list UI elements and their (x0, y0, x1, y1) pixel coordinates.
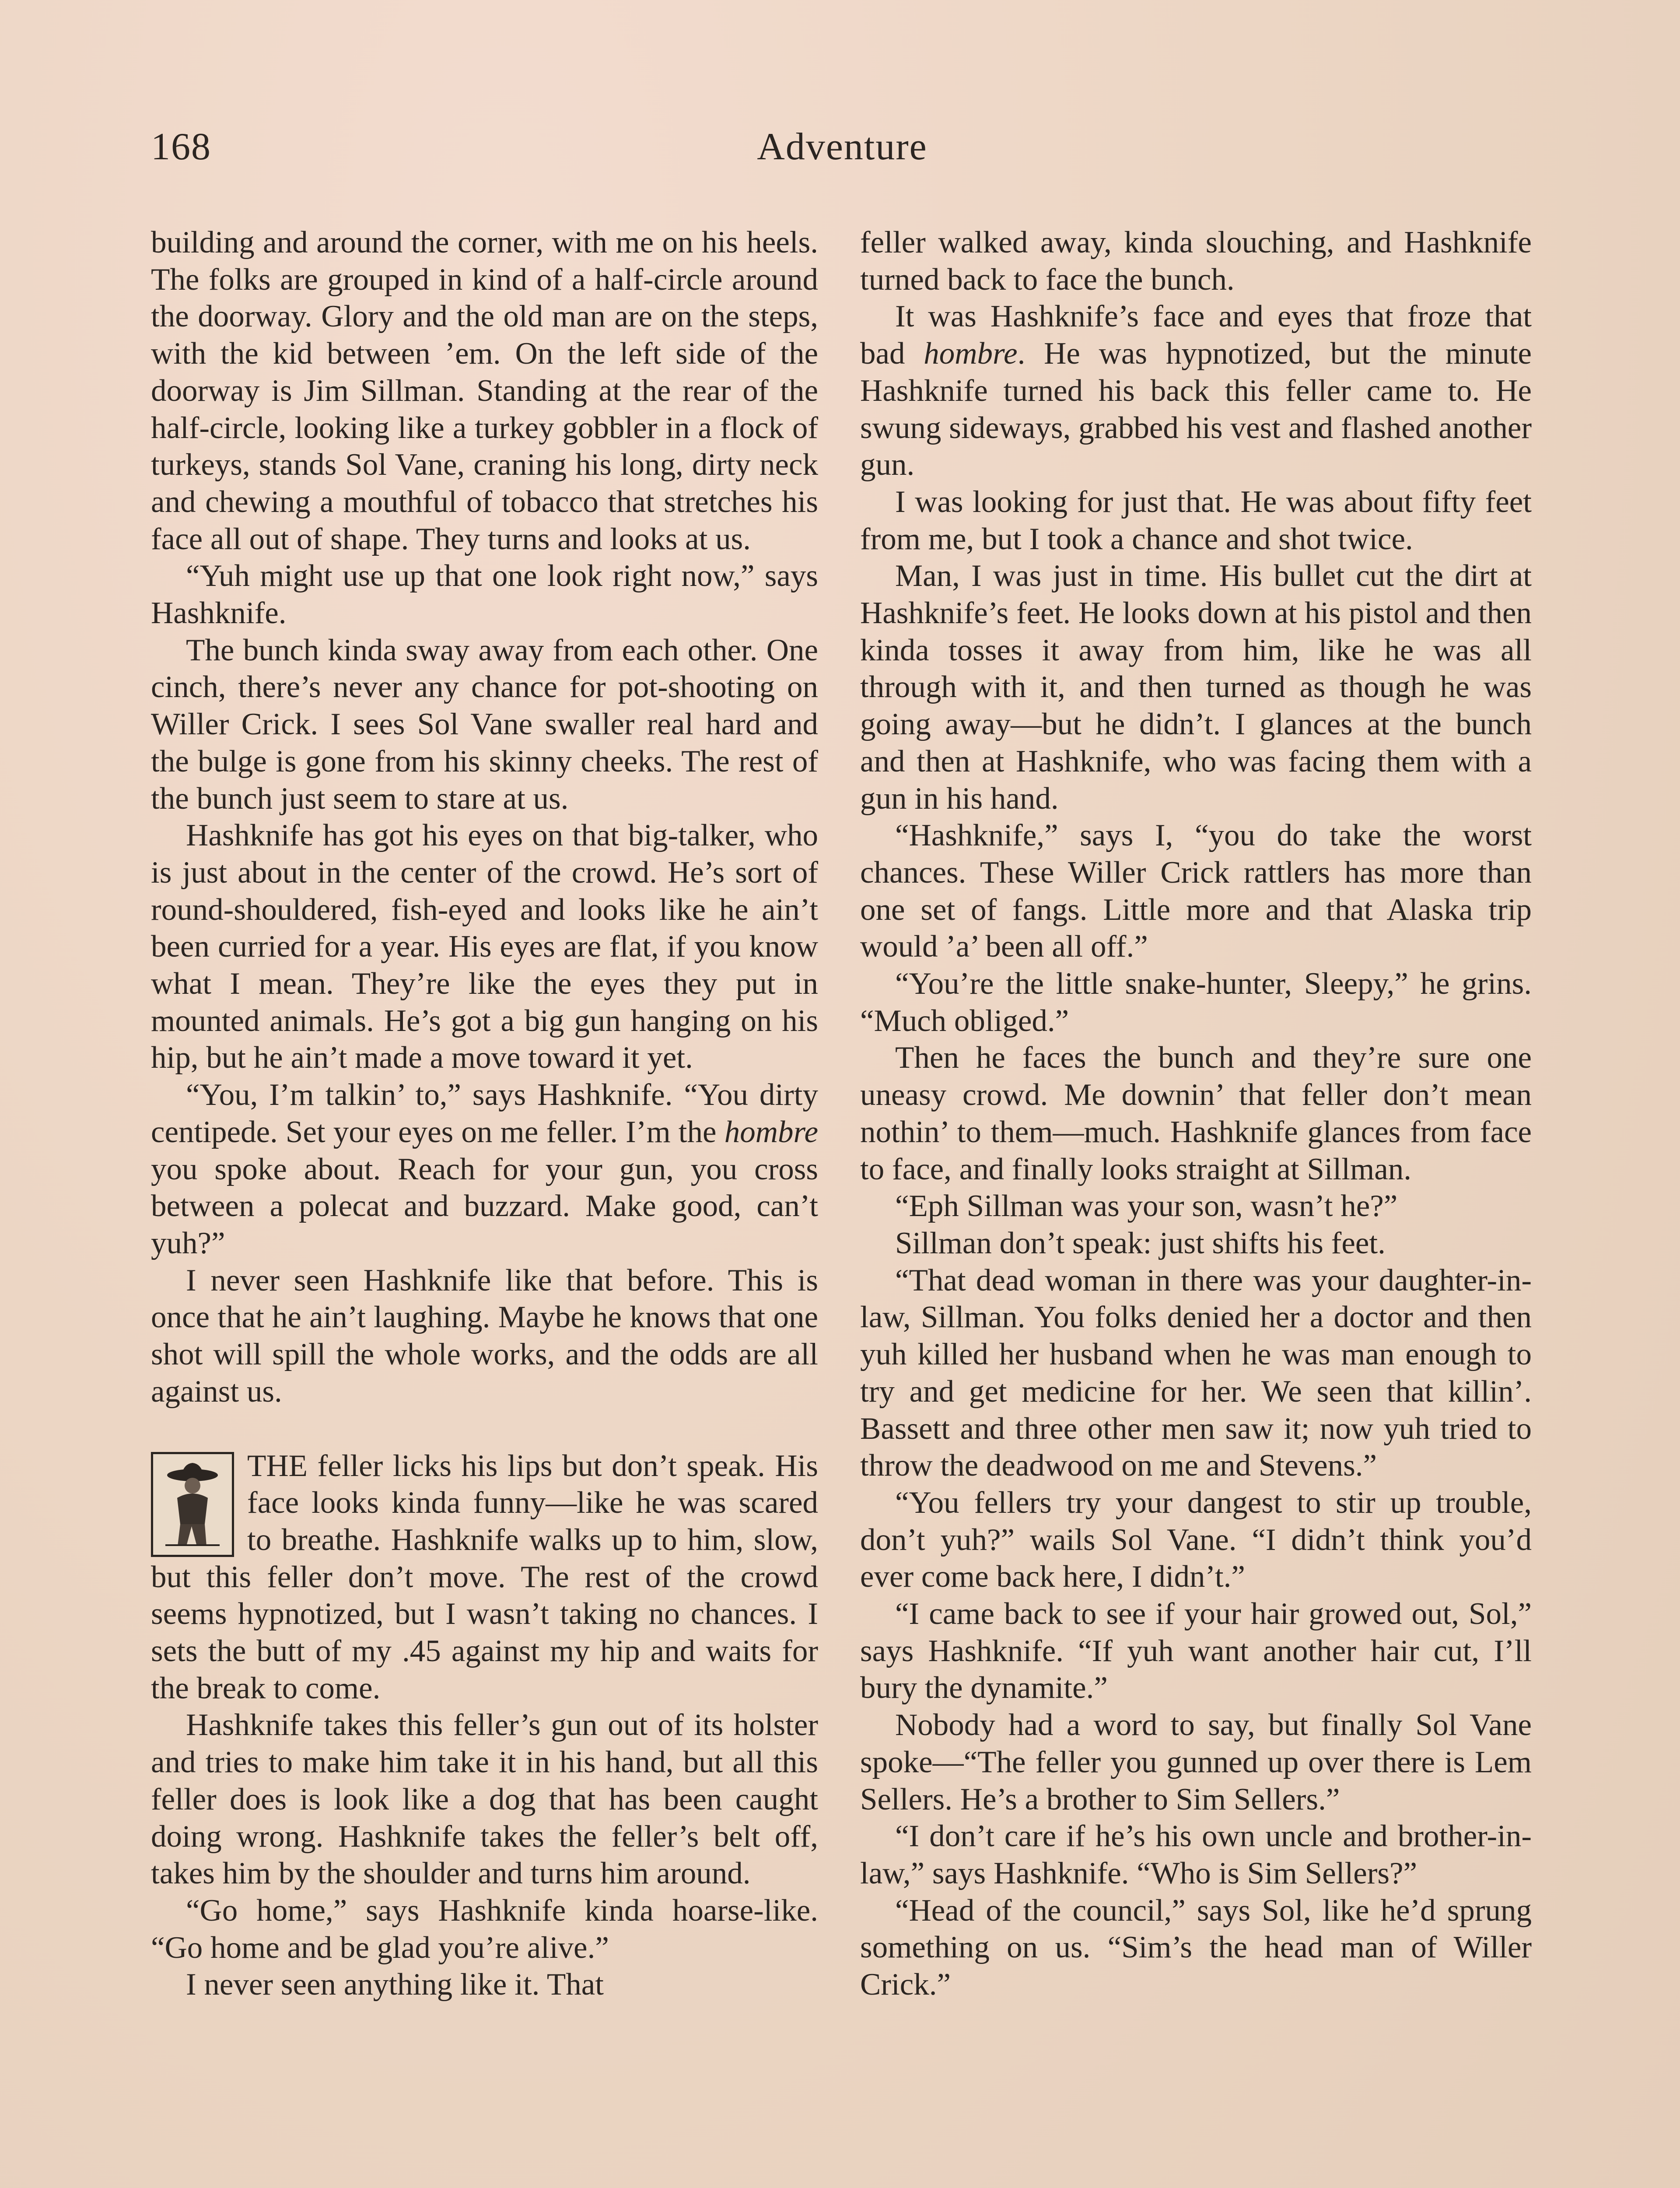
paragraph: I never seen anything like it. That (186, 1967, 604, 2002)
paragraph: “Eph Sillman was your son, wasn’t he?” (895, 1189, 1398, 1224)
right-column (860, 224, 1532, 2003)
paragraph: “I came back to see if your hair growed out, Sol,” says Hashknife. “If yuh want another hair cut, I’ll bury the dynamite.” (860, 1597, 1532, 1705)
paragraph: Sillman don’t speak: just shifts his feet. (895, 1226, 1386, 1260)
paragraph: Hashknife takes this feller’s gun out of its holster and tries to make him take it in his hand, but all this feller does is look like a dog that has been caught doing wrong. Hashknife takes the feller’s belt off, takes him by the shoulder and turns him around. (151, 1708, 818, 1891)
paragraph: “Yuh might use up that one look right now,” says Hashknife. (151, 559, 818, 631)
paragraph: Man, I was just in time. His bullet cut the dirt at Hashknife’s feet. He looks down at his pistol and then kinda tosses it away from him, like he was all through with it, and then turned as though he was going away—but he didn’t. I glances at the bunch and then at Hashknife, who was facing them with a gun in his hand. (860, 559, 1532, 816)
cowboy-illustration-icon (151, 1452, 234, 1557)
left-column (151, 224, 818, 2003)
paragraph: “Hashknife,” says I, “you do take the worst chances. These Willer Crick rattlers has more than one set of fangs. Little more and that Alaska trip would ’a’ been all off.” (860, 818, 1532, 964)
paragraph: “You fellers try your dangest to stir up trouble, don’t yuh?” wails Sol Vane. “I didn’t think you’d ever come back here, I didn’t.” (860, 1485, 1532, 1594)
paragraph: “I don’t care if he’s his own uncle and brother-in-law,” says Hashknife. “Who is Sim Sellers?” (860, 1819, 1532, 1890)
paragraph: Nobody had a word to say, but finally Sol Vane spoke—“The feller you gunned up over there is Lem Sellers. He’s a brother to Sim Sellers.” (860, 1708, 1532, 1816)
paragraph: feller walked away, kinda slouching, and Hashknife turned back to face the bunch. (860, 225, 1532, 297)
paragraph: “Go home,” says Hashknife kinda hoarse-like. “Go home and be glad you’re alive.” (151, 1893, 818, 1965)
paragraph: building and around the corner, with me on his heels. The folks are grouped in kind of a half-circle around the doorway. Glory and the old man are on the steps, with the kid between ’em. On the left side of the doorway is Jim Sillman. Standing at the rear of the half-circle, looking like a turkey gobbler in a flock of turkeys, stands Sol Vane, craning his long, dirty neck and chewing a mouthful of tobacco that stretches his face all out of shape. They turns and looks at us. (151, 225, 818, 556)
paragraph: I never seen Hashknife like that before. This is once that he ain’t laughing. Maybe he knows that one shot will spill the whole works, and the odds are all against us. (151, 1263, 818, 1409)
paragraph: “You, I’m talkin’ to,” says Hashknife. “You dirty centipede. Set your eyes on me feller. I’m the hombre you spoke about. Reach for your gun, you cross between a polecat and buzzard. Make good, can’t yuh?” (151, 1078, 818, 1260)
page-number: 168 (151, 126, 211, 168)
drop-cap-paragraph: THE feller licks his lips but don’t speak. His face looks kinda funny—like he was scared to breathe. Hashknife walks up to him, slow, but this feller don’t move. The rest of the crowd seems hypnotized, but I wasn’t taking no chances. I sets the butt of my .45 against my hip and waits for the break to come. (151, 1448, 818, 1705)
page-header (151, 125, 1533, 182)
paragraph: The bunch kinda sway away from each other. One cinch, there’s never any chance for pot-shooting on Willer Crick. I sees Sol Vane swaller real hard and the bulge is gone from his skinny cheeks. The rest of the bunch just seem to stare at us. (151, 633, 818, 816)
paragraph: “You’re the little snake-hunter, Sleepy,” he grins. “Much obliged.” (860, 967, 1532, 1038)
paragraph: Then he faces the bunch and they’re sure one uneasy crowd. Me downin’ that feller don’t mean nothin’ to them—much. Hashknife glances from face to face, and finally looks straight at Sillman. (860, 1041, 1532, 1186)
paragraph: “Head of the council,” says Sol, like he’d sprung something on us. “Sim’s the head man of Willer Crick.” (860, 1893, 1532, 2002)
paragraph: It was Hashknife’s face and eyes that froze that bad hombre. He was hypnotized, but the minute Hashknife turned his back this feller came to. He swung sideways, grabbed his vest and flashed another gun. (860, 299, 1532, 482)
paragraph: I was looking for just that. He was about fifty feet from me, but I took a chance and shot twice. (860, 484, 1532, 556)
paragraph: “That dead woman in there was your daughter-in-law, Sillman. You folks denied her a doctor and then yuh killed her husband when he was man enough to try and get medicine for her. We seen that killin’. Bassett and three other men saw it; now yuh tried to throw the deadwood on me and Stevens.” (860, 1263, 1532, 1483)
paragraph: Hashknife has got his eyes on that big-talker, who is just about in the center of the crowd. He’s sort of round-shouldered, fish-eyed and looks like he ain’t been curried for a year. His eyes are flat, if you know what I mean. They’re like the eyes they put in mounted animals. He’s got a big gun hanging on his hip, but he ain’t made a move toward it yet. (151, 818, 818, 1075)
running-head: Adventure (757, 126, 928, 168)
